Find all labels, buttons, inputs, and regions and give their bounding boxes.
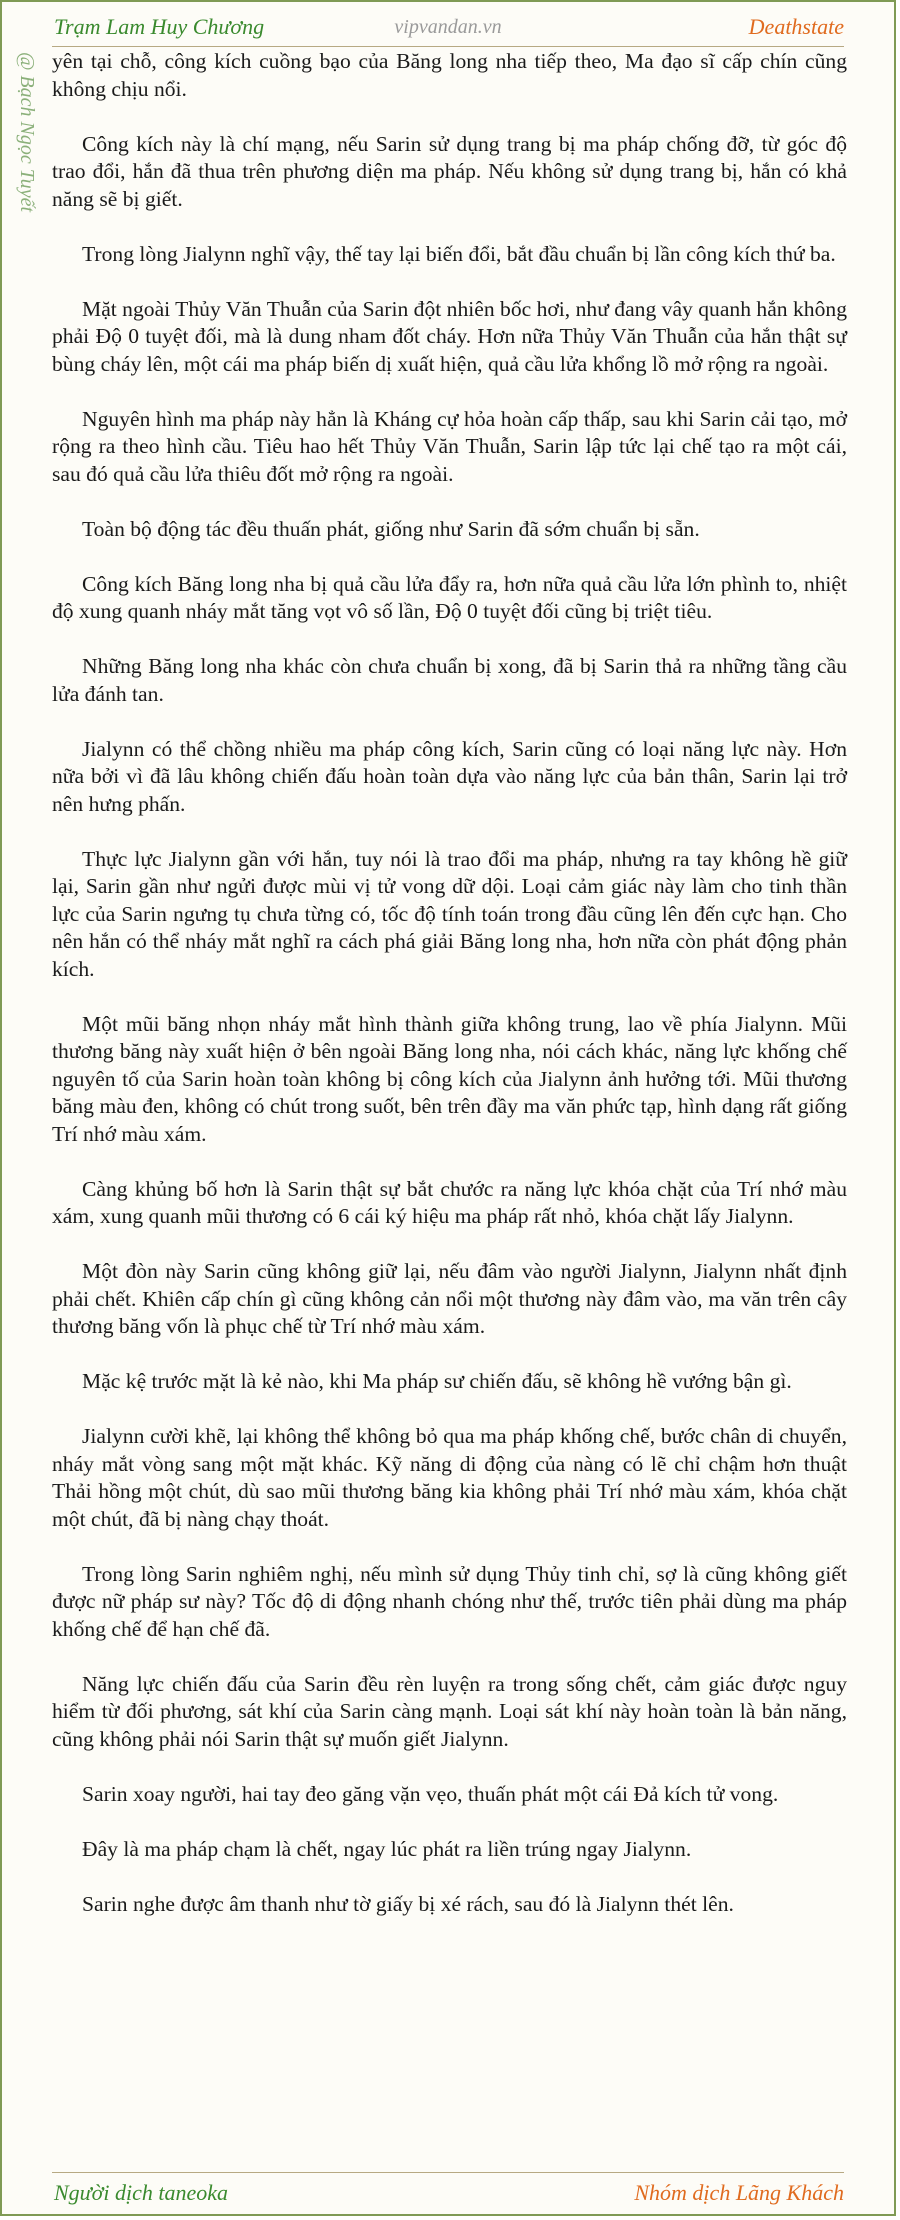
paragraph: Công kích này là chí mạng, nếu Sarin sử dụng trang bị ma pháp chống đỡ, từ góc độ trao đổi, hắn đã thua trên phương diện ma pháp. Nếu không sử dụng trang bị, hắn có khả năng sẽ bị giết. bbox=[52, 131, 847, 211]
side-watermark bbox=[12, 52, 42, 262]
page-footer bbox=[52, 2174, 844, 2214]
paragraph: Năng lực chiến đấu của Sarin đều rèn luyện ra trong sống chết, cảm giác được nguy hiểm từ đối phương, sát khí của Sarin càng mạnh. Loại sát khí này hoàn toàn là bản năng, cũng không phải nói Sarin thật sự muốn giết Jialynn. bbox=[52, 1671, 847, 1751]
side-watermark-text: @ Bạch Ngọc Tuyết bbox=[16, 52, 38, 213]
paragraph: Một đòn này Sarin cũng không giữ lại, nếu đâm vào người Jialynn, Jialynn nhất định phải chết. Khiên cấp chín gì cũng không cản nổi một thương này đâm vào, ma văn trên cây thương băng vốn là phục chế từ Trí nhớ màu xám. bbox=[52, 1259, 847, 1338]
paragraph: Một mũi băng nhọn nháy mắt hình thành giữa không trung, lao về phía Jialynn. Mũi thương băng này xuất hiện ở bên ngoài Băng long nha, nói cách khác, năng lực khống chế nguyên tố của Sarin hoàn toàn không bị công kích của Jialynn ảnh hưởng tới. Mũi thương băng màu đen, không có chút trong suốt, bên trên đầy ma văn phức tạp, hình dạng rất giống Trí nhớ màu xám. bbox=[52, 1011, 847, 1146]
paragraph: Càng khủng bố hơn là Sarin thật sự bắt chước ra năng lực khóa chặt của Trí nhớ màu xám, xung quanh mũi thương có 6 cái ký hiệu ma pháp rất nhỏ, khóa chặt lấy Jialynn. bbox=[52, 1176, 847, 1228]
header-divider bbox=[52, 46, 844, 47]
paragraph: Jialynn có thể chồng nhiều ma pháp công kích, Sarin cũng có loại năng lực này. Hơn nữa bởi vì đã lâu không chiến đấu hoàn toàn dựa vào năng lực của bản thân, Sarin lại trở nên hưng phấn. bbox=[52, 736, 847, 816]
paragraph: Những Băng long nha khác còn chưa chuẩn bị xong, đã bị Sarin thả ra những tầng cầu lửa đánh tan. bbox=[52, 654, 847, 706]
page-header bbox=[52, 10, 844, 46]
paragraph: Mặc kệ trước mặt là kẻ nào, khi Ma pháp sư chiến đấu, sẽ không hề vướng bận gì. bbox=[82, 1369, 792, 1393]
paragraph: yên tại chỗ, công kích cuồng bạo của Băng long nha tiếp theo, Ma đạo sĩ cấp chín cũng không chịu nổi. bbox=[52, 49, 847, 101]
paragraph: Trong lòng Sarin nghiêm nghị, nếu mình sử dụng Thủy tinh chỉ, sợ là cũng không giết được nữ pháp sư này? Tốc độ di động nhanh chóng như thế, trước tiên phải dùng ma pháp khống chế để hạn chế đã. bbox=[52, 1561, 847, 1641]
paragraph: Thực lực Jialynn gần với hắn, tuy nói là trao đổi ma pháp, nhưng ra tay không hề giữ lại, Sarin gần như ngửi được mùi vị tử vong dữ dội. Loại cảm giác này làm cho tinh thần lực của Sarin ngưng tụ chưa từng có, tốc độ tính toán trong đầu cũng lên đến cực hạn. Cho nên hắn có thể nháy mắt nghĩ ra cách phá giải Băng long nha, hơn nữa còn phát động phản kích. bbox=[52, 846, 847, 981]
paragraph: Nguyên hình ma pháp này hẳn là Kháng cự hỏa hoàn cấp thấp, sau khi Sarin cải tạo, mở rộng ra theo hình cầu. Tiêu hao hết Thủy Văn Thuẫn, Sarin lập tức lại chế tạo ra một cái, sau đó quả cầu lửa thiêu đốt mở rộng ra ngoài. bbox=[52, 406, 847, 486]
paragraph: Mặt ngoài Thủy Văn Thuẫn của Sarin đột nhiên bốc hơi, như đang vây quanh hắn không phải Độ 0 tuyệt đối, mà là dung nham đốt cháy. Hơn nữa Thủy Văn Thuẫn của hắn thật sự bùng cháy lên, một cái ma pháp biến dị xuất hiện, quả cầu lửa khổng lồ mở rộng ra ngoài. bbox=[52, 296, 847, 376]
chapter-text bbox=[52, 48, 847, 1946]
paragraph: Đây là ma pháp chạm là chết, ngay lúc phát ra liền trúng ngay Jialynn. bbox=[82, 1836, 692, 1861]
paragraph: Trong lòng Jialynn nghĩ vậy, thế tay lại biến đổi, bắt đầu chuẩn bị lần công kích thứ ba. bbox=[82, 241, 836, 266]
paragraph: Sarin xoay người, hai tay đeo găng vặn vẹo, thuấn phát một cái Đả kích tử vong. bbox=[82, 1781, 779, 1806]
header-site-name: Trạm Lam Huy Chương bbox=[54, 14, 265, 39]
header-book-title: Deathstate bbox=[748, 14, 844, 39]
paragraph: Công kích Băng long nha bị quả cầu lửa đẩy ra, hơn nữa quả cầu lửa lớn phình to, nhiệt độ xung quanh nháy mắt tăng vọt vô số lần, Độ 0 tuyệt đối cũng bị triệt tiêu. bbox=[52, 571, 847, 623]
footer-divider bbox=[52, 2172, 844, 2173]
footer-translator: Người dịch taneoka bbox=[54, 2180, 229, 2205]
footer-group: Nhóm dịch Lãng Khách bbox=[634, 2180, 844, 2205]
paragraph: Jialynn cười khẽ, lại không thể không bỏ qua ma pháp khống chế, bước chân di chuyển, nháy mắt vòng sang một mặt khác. Kỹ năng di động của nàng có lẽ chỉ chậm hơn thuật Thải hồng một chút, dù sao mũi thương băng kia không phải Trí nhớ màu xám, khóa chặt một chút, đã bị nàng chạy thoát. bbox=[52, 1424, 847, 1531]
paragraph: Toàn bộ động tác đều thuấn phát, giống như Sarin đã sớm chuẩn bị sẵn. bbox=[82, 516, 700, 541]
paragraph: Sarin nghe được âm thanh như tờ giấy bị xé rách, sau đó là Jialynn thét lên. bbox=[82, 1891, 734, 1916]
header-url: vipvandan.vn bbox=[394, 16, 502, 38]
